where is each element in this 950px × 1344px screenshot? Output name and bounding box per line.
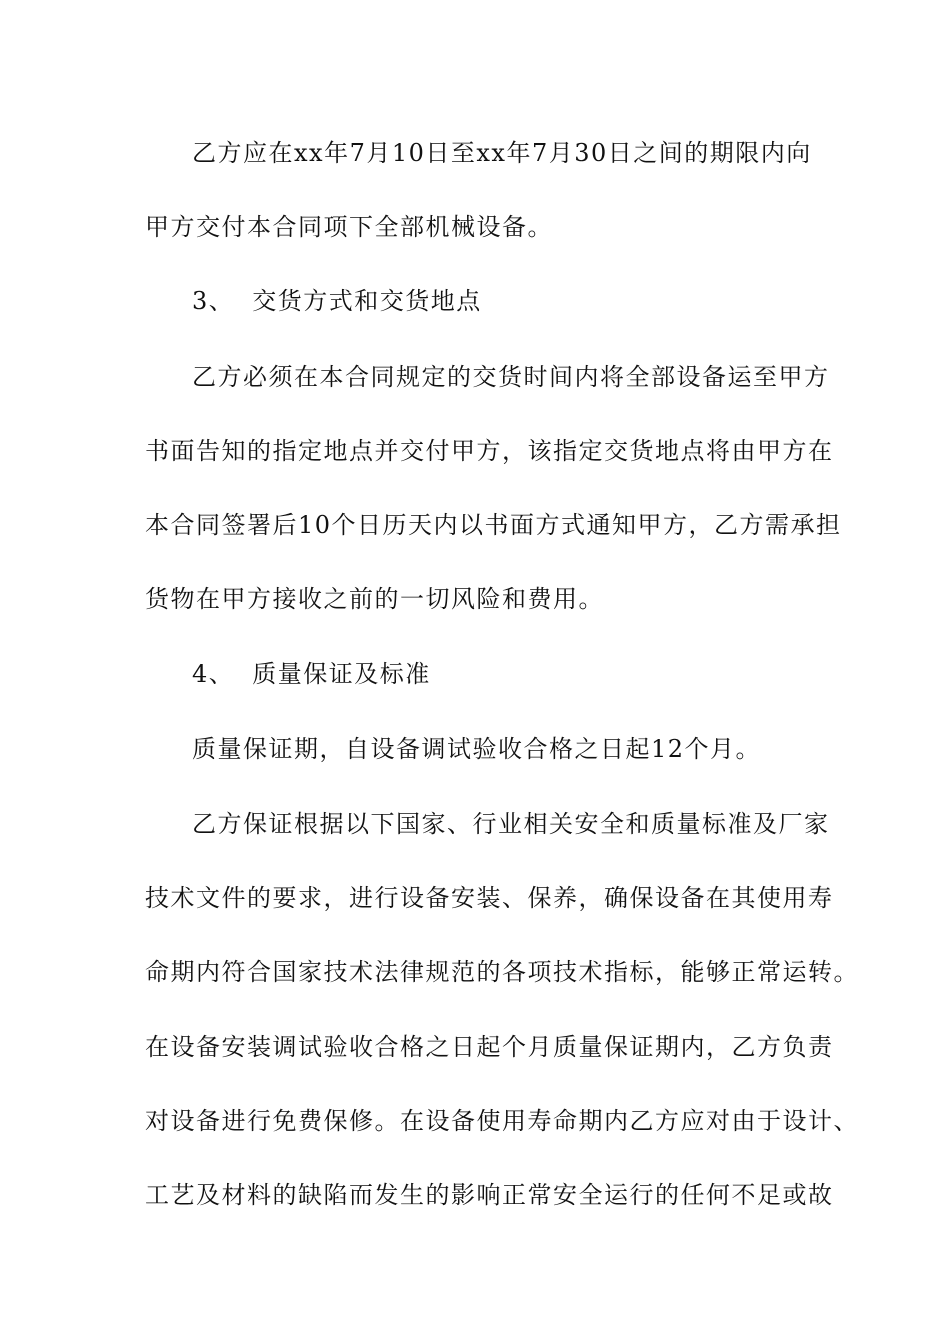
paragraph-quality-line-6: 工艺及材料的缺陷而发生的影响正常安全运行的任何不足或故 — [145, 1181, 834, 1209]
paragraph-delivery-period-line-1: 乙方应在xx年7月10日至xx年7月30日之间的期限内向 — [192, 139, 812, 167]
paragraph-delivery-method-line-2: 书面告知的指定地点并交付甲方，该指定交货地点将由甲方在 — [145, 437, 834, 465]
paragraph-warranty-period: 质量保证期，自设备调试验收合格之日起12个月。 — [192, 735, 762, 763]
paragraph-quality-line-2: 技术文件的要求，进行设备安装、保养，确保设备在其使用寿 — [145, 884, 834, 912]
paragraph-quality-line-3: 命期内符合国家技术法律规范的各项技术指标，能够正常运转。 — [145, 958, 859, 986]
section-number-3: 3、 — [192, 287, 235, 315]
section-number-4: 4、 — [192, 660, 235, 688]
paragraph-quality-line-5: 对设备进行免费保修。在设备使用寿命期内乙方应对由于设计、 — [145, 1107, 859, 1135]
paragraph-delivery-method-line-4: 货物在甲方接收之前的一切风险和费用。 — [145, 585, 604, 613]
section-heading-3 — [192, 286, 482, 316]
paragraph-delivery-method-line-1: 乙方必须在本合同规定的交货时间内将全部设备运至甲方 — [192, 363, 830, 391]
paragraph-delivery-period-line-2: 甲方交付本合同项下全部机械设备。 — [145, 213, 553, 241]
section-heading-4 — [192, 659, 431, 689]
paragraph-quality-line-1: 乙方保证根据以下国家、行业相关安全和质量标准及厂家 — [192, 810, 830, 838]
section-title-3: 交货方式和交货地点 — [252, 287, 482, 315]
paragraph-delivery-method-line-3: 本合同签署后10个日历天内以书面方式通知甲方，乙方需承担 — [145, 511, 842, 539]
section-title-4: 质量保证及标准 — [252, 660, 431, 688]
paragraph-quality-line-4: 在设备安装调试验收合格之日起个月质量保证期内，乙方负责 — [145, 1033, 834, 1061]
